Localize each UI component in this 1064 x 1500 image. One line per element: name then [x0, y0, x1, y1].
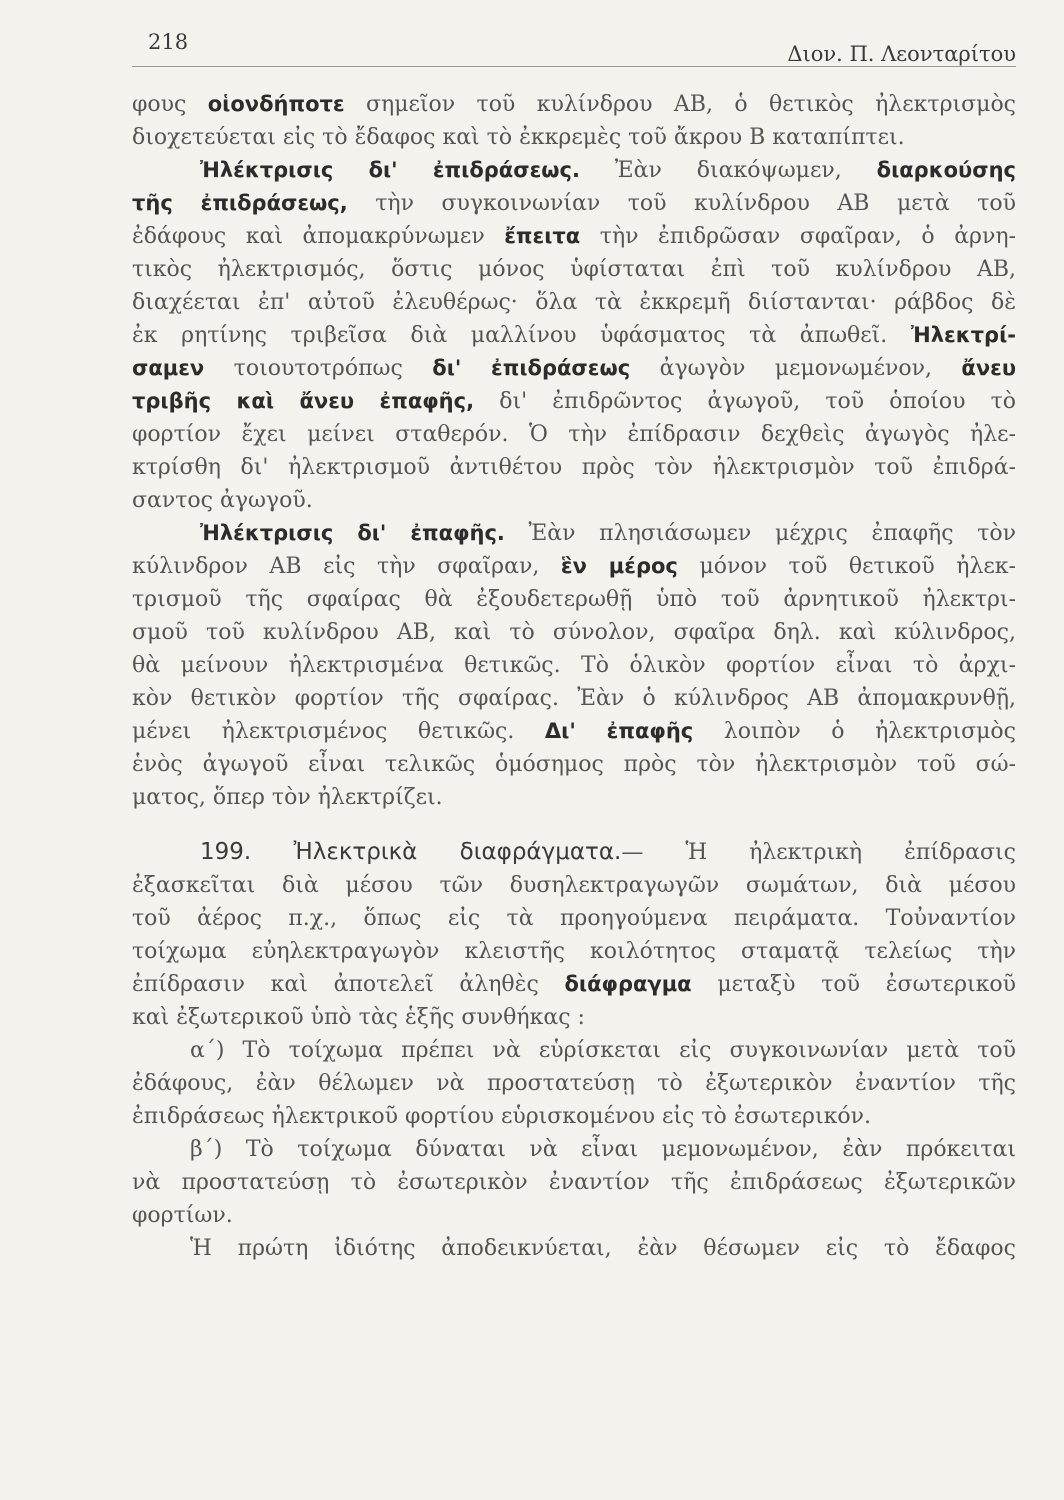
- page-number: 218: [148, 30, 189, 54]
- text-line: ἐκ ρητίνης τριβεῖσα διὰ μαλλίνου ὑφάσματος τὰ ἀπωθεῖ. Ἠλεκτρί-: [132, 323, 1016, 348]
- text-line: κύλινδρον ΑΒ εἰς τὴν σφαῖραν, ἓν μέρος μόνον τοῦ θετικοῦ ἠλεκ-: [132, 554, 1016, 579]
- text-line: Ἠλέκτρισις δι' ἐπαφῆς. Ἐὰν πλησιάσωμεν μέχρις ἐπαφῆς τὸν: [200, 521, 1016, 546]
- heading-influence: Ἠλέκτρισις δι' ἐπιδράσεως.: [200, 158, 580, 182]
- text-line: σαμεν τοιουτοτρόπως δι' ἐπιδράσεως ἀγωγὸν μεμονωμένον, ἄνευ: [132, 356, 1016, 381]
- text-line: κὸν θετικὸν φορτίον τῆς σφαίρας. Ἐὰν ὁ κύλινδρος ΑΒ ἀπομακρυνθῇ,: [132, 686, 1016, 711]
- text-line: τικὸς ἠλεκτρισμός, ὅστις μόνος ὑφίσταται ἐπὶ τοῦ κυλίνδρου ΑΒ,: [132, 257, 1016, 282]
- text-line: τοῦ ἀέρος π.χ., ὅπως εἰς τὰ προηγούμενα πειράματα. Τοὐναντίον: [132, 906, 1016, 931]
- running-head: Διον. Π. Λεονταρίτου: [787, 42, 1016, 66]
- text-line: καὶ ἐξωτερικοῦ ὑπὸ τὰς ἑξῆς συνθήκας :: [132, 1005, 585, 1030]
- section-heading: 199. Ἠλεκτρικὰ διαφράγματα.: [200, 839, 622, 865]
- text-line: ἐδάφους καὶ ἀπομακρύνωμεν ἔπειτα τὴν ἐπιδρῶσαν σφαῖραν, ὁ ἀρνη-: [132, 224, 1016, 249]
- text-line: φορτίον ἔχει μείνει σταθερόν. Ὁ τὴν ἐπίδρασιν δεχθεὶς ἀγωγὸς ἠλε-: [132, 422, 1016, 447]
- text-line: Ἡ πρώτη ἰδιότης ἀποδεικνύεται, ἐὰν θέσωμεν εἰς τὸ ἔδαφος: [190, 1236, 1016, 1261]
- text-line: κτρίσθη δι' ἠλεκτρισμοῦ ἀντιθέτου πρὸς τὸν ἠλεκτρισμὸν τοῦ ἐπιδρά-: [132, 455, 1016, 480]
- text-line: ἑνὸς ἀγωγοῦ εἶναι τελικῶς ὁμόσημος πρὸς τὸν ἠλεκτρισμὸν τοῦ σώ-: [132, 752, 1016, 777]
- text-line: θὰ μείνουν ἠλεκτρισμένα θετικῶς. Τὸ ὁλικὸν φορτίον εἶναι τὸ ἀρχι-: [132, 653, 1016, 678]
- text-line: διοχετεύεται εἰς τὸ ἔδαφος καὶ τὸ ἐκκρεμὲς τοῦ ἄκρου Β καταπίπτει.: [132, 125, 905, 150]
- text-line: ἐδάφους, ἐὰν θέλωμεν νὰ προστατεύσῃ τὸ ἐξωτερικὸν ἐναντίον τῆς: [132, 1071, 1016, 1096]
- text-line: μένει ἠλεκτρισμένος θετικῶς. Δι' ἐπαφῆς λοιπὸν ὁ ἠλεκτρισμὸς: [132, 719, 1016, 744]
- text-line: σμοῦ τοῦ κυλίνδρου ΑΒ, καὶ τὸ σύνολον, σφαῖρα δηλ. καὶ κύλινδρος,: [132, 620, 1016, 645]
- text-line: διαχέεται ἐπ' αὐτοῦ ἐλευθέρως· ὅλα τὰ ἐκκρεμῆ διίστανται· ράβδος δὲ: [132, 290, 1016, 315]
- page-body: [132, 88, 1016, 1265]
- text-line: φους οἱονδήποτε σημεῖον τοῦ κυλίνδρου ΑΒ, ὁ θετικὸς ἠλεκτρισμὸς: [132, 92, 1016, 117]
- text-line: 199. Ἠλεκτρικὰ διαφράγματα.— Ἡ ἠλεκτρικὴ ἐπίδρασις: [200, 839, 1016, 865]
- header-rule: [132, 66, 1016, 67]
- text-line: ἐπιδράσεως ἠλεκτρικοῦ φορτίου εὑρισκομένου εἰς τὸ ἐσωτερικόν.: [132, 1104, 871, 1129]
- text-line: ἐξασκεῖται διὰ μέσου τῶν δυσηλεκτραγωγῶν σωμάτων, διὰ μέσου: [132, 873, 1016, 898]
- text-line: φορτίων.: [132, 1203, 233, 1228]
- text-line: ἐπίδρασιν καὶ ἀποτελεῖ ἀληθὲς διάφραγμα μεταξὺ τοῦ ἐσωτερικοῦ: [132, 972, 1016, 997]
- text-line: τῆς ἐπιδράσεως, τὴν συγκοινωνίαν τοῦ κυλίνδρου ΑΒ μετὰ τοῦ: [132, 191, 1016, 216]
- heading-contact: Ἠλέκτρισις δι' ἐπαφῆς.: [200, 521, 505, 545]
- text-line: ματος, ὅπερ τὸν ἠλεκτρίζει.: [132, 785, 443, 810]
- text-line: νὰ προστατεύσῃ τὸ ἐσωτερικὸν ἐναντίον τῆς ἐπιδράσεως ἐξωτερικῶν: [132, 1170, 1016, 1195]
- list-item-a: α΄) Τὸ τοίχωμα πρέπει νὰ εὑρίσκεται εἰς συγκοινωνίαν μετὰ τοῦ: [190, 1038, 1016, 1063]
- text-line: τρισμοῦ τῆς σφαίρας θὰ ἐξουδετερωθῇ ὑπὸ τοῦ ἀρνητικοῦ ἠλεκτρι-: [132, 587, 1016, 612]
- text-line: τοίχωμα εὐηλεκτραγωγὸν κλειστῆς κοιλότητος σταματᾷ τελείως τὴν: [132, 939, 1016, 964]
- page-header: [132, 22, 1016, 66]
- text-line: σαντος ἀγωγοῦ.: [132, 488, 313, 513]
- text-line: Ἠλέκτρισις δι' ἐπιδράσεως. Ἐὰν διακόψωμεν, διαρκούσης: [200, 158, 1016, 183]
- text-line: τριβῆς καὶ ἄνευ ἐπαφῆς, δι' ἐπιδρῶντος ἀγωγοῦ, τοῦ ὁποίου τὸ: [132, 389, 1016, 414]
- list-item-b: β΄) Τὸ τοίχωμα δύναται νὰ εἶναι μεμονωμένον, ἐὰν πρόκειται: [190, 1137, 1016, 1162]
